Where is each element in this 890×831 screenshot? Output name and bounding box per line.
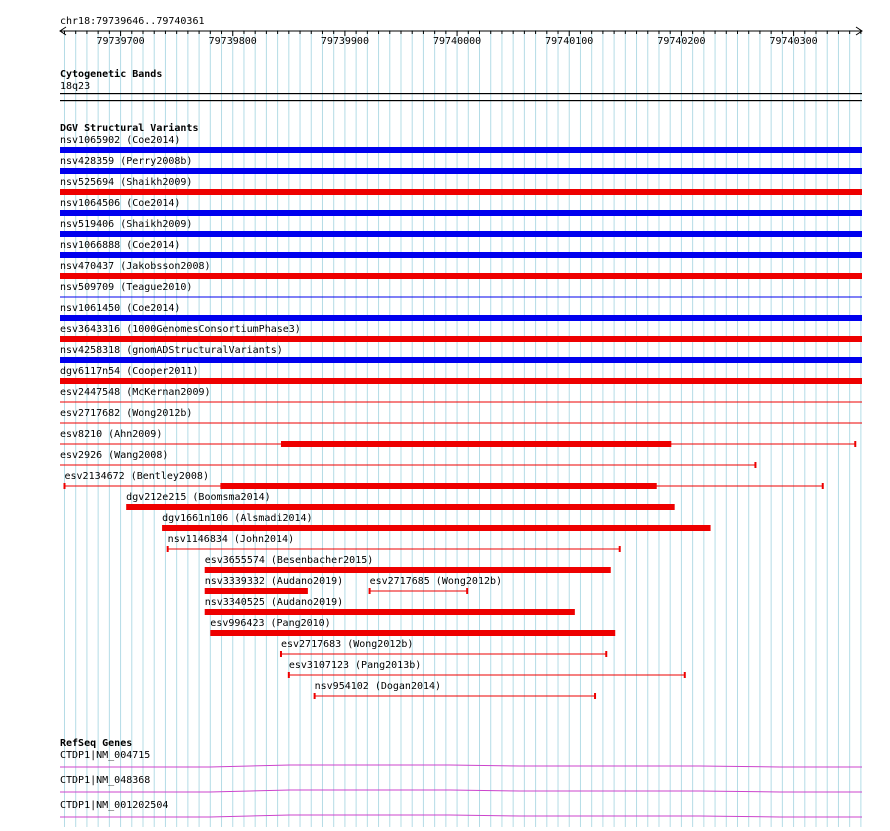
dgv-feature[interactable] — [64, 471, 822, 489]
dgv-feature-label: nsv1146834 (John2014) — [167, 534, 295, 545]
ruler-tick-label: 79740100 — [545, 36, 594, 47]
refseq-gene-label: CTDP1|NM_048368 — [60, 775, 151, 786]
dgv-feature[interactable] — [60, 261, 862, 279]
dgv-feature-label: esv3643316 (1000GenomesConsortiumPhase3) — [60, 324, 301, 335]
dgv-feature-bar[interactable] — [210, 630, 615, 636]
refseq-track[interactable] — [60, 738, 862, 817]
dgv-feature-bar[interactable] — [60, 189, 862, 195]
dgv-feature-label: esv2717682 (Wong2012b) — [60, 408, 193, 419]
dgv-feature-bar[interactable] — [60, 273, 862, 279]
dgv-feature[interactable] — [60, 450, 755, 468]
dgv-feature-bar[interactable] — [162, 525, 711, 531]
dgv-feature-label: nsv1065902 (Coe2014) — [60, 135, 181, 146]
dgv-feature-label: dgv6117n54 (Cooper2011) — [60, 366, 199, 377]
ruler — [60, 16, 862, 47]
dgv-feature[interactable] — [60, 345, 862, 363]
dgv-feature[interactable] — [315, 681, 595, 699]
dgv-feature-label: esv8210 (Ahn2009) — [60, 429, 163, 440]
dgv-feature-label: nsv4258318 (gnomADStructuralVariants) — [60, 345, 283, 356]
refseq-gene[interactable] — [60, 750, 862, 767]
dgv-feature-label: esv2447548 (McKernan2009) — [60, 387, 211, 398]
dgv-feature[interactable] — [60, 387, 862, 402]
cytogenetic-bands-title: Cytogenetic Bands — [60, 69, 163, 80]
dgv-feature-label: nsv428359 (Perry2008b) — [60, 156, 193, 167]
dgv-feature-bar[interactable] — [60, 378, 862, 384]
dgv-feature-bar[interactable] — [60, 210, 862, 216]
dgv-feature-bar[interactable] — [60, 357, 862, 363]
dgv-feature-label: nsv3339332 (Audano2019) — [204, 576, 344, 587]
dgv-feature[interactable] — [205, 555, 611, 573]
dgv-feature[interactable] — [60, 408, 862, 423]
ruler-tick-label: 79740200 — [657, 36, 706, 47]
cytoband-bar-lower — [60, 100, 862, 101]
refseq-gene-line[interactable] — [60, 815, 862, 817]
refseq-gene-label: CTDP1|NM_004715 — [60, 750, 151, 761]
dgv-feature-label: nsv954102 (Dogan2014) — [314, 681, 442, 692]
dgv-feature-bar[interactable] — [126, 504, 675, 510]
ruler-tick-label: 79739800 — [208, 36, 257, 47]
dgv-feature[interactable] — [60, 240, 862, 258]
dgv-feature-bar[interactable] — [205, 567, 611, 573]
dgv-feature-label: nsv1066888 (Coe2014) — [60, 240, 181, 251]
dgv-track-title: DGV Structural Variants — [60, 123, 199, 134]
refseq-gene-label: CTDP1|NM_001202504 — [60, 800, 169, 811]
dgv-feature-label: esv996423 (Pang2010) — [210, 618, 331, 629]
refseq-gene-line[interactable] — [60, 765, 862, 767]
dgv-feature-bar[interactable] — [205, 609, 575, 615]
dgv-feature[interactable] — [60, 177, 862, 195]
dgv-feature-bar[interactable] — [60, 147, 862, 153]
dgv-feature-label: dgv1661n106 (Alsmadi2014) — [162, 513, 313, 524]
refseq-track-title: RefSeq Genes — [60, 738, 133, 749]
dgv-feature-label: nsv470437 (Jakobsson2008) — [60, 261, 211, 272]
dgv-feature-label: dgv212e215 (Boomsma2014) — [126, 492, 271, 503]
dgv-feature-label: nsv1064506 (Coe2014) — [60, 198, 181, 209]
refseq-gene-line[interactable] — [60, 790, 862, 792]
dgv-feature[interactable] — [60, 156, 862, 174]
cytogenetic-bands-track[interactable] — [60, 68, 862, 101]
dgv-feature-label: esv3107123 (Pang2013b) — [288, 660, 422, 671]
refseq-gene[interactable] — [60, 775, 862, 792]
dgv-feature[interactable] — [162, 513, 711, 531]
dgv-feature-label: esv2134672 (Bentley2008) — [64, 471, 209, 482]
dgv-feature-label: esv2717683 (Wong2012b) — [280, 639, 414, 650]
dgv-feature-label: esv2926 (Wang2008) — [60, 450, 169, 461]
dgv-feature[interactable] — [126, 492, 675, 510]
dgv-feature-bar[interactable] — [60, 336, 862, 342]
dgv-feature[interactable] — [281, 639, 606, 657]
dgv-feature-core[interactable] — [281, 441, 671, 447]
dgv-feature[interactable] — [168, 534, 620, 552]
dgv-feature[interactable] — [210, 618, 615, 636]
dgv-feature[interactable] — [370, 576, 502, 594]
ruler-tick-label: 79740300 — [769, 36, 818, 47]
ruler-tick-label: 79739700 — [96, 36, 145, 47]
dgv-feature-bar[interactable] — [60, 252, 862, 258]
cytoband-label: 18q23 — [60, 81, 91, 92]
dgv-feature-label: esv3655574 (Besenbacher2015) — [204, 555, 374, 566]
dgv-feature[interactable] — [60, 303, 862, 321]
cytoband-bar[interactable] — [60, 93, 862, 94]
coordinate-label: chr18:79739646..79740361 — [60, 16, 205, 27]
dgv-feature[interactable] — [60, 282, 862, 297]
refseq-gene[interactable] — [60, 800, 862, 817]
dgv-feature[interactable] — [60, 429, 855, 447]
dgv-feature[interactable] — [60, 219, 862, 237]
dgv-track[interactable] — [60, 122, 862, 699]
dgv-feature-label: nsv525694 (Shaikh2009) — [60, 177, 193, 188]
dgv-feature-label: nsv519406 (Shaikh2009) — [60, 219, 193, 230]
dgv-feature[interactable] — [60, 135, 862, 153]
dgv-feature[interactable] — [60, 366, 862, 384]
dgv-feature-bar[interactable] — [60, 231, 862, 237]
ruler-tick-label: 79740000 — [432, 36, 482, 47]
dgv-feature[interactable] — [60, 198, 862, 216]
dgv-feature[interactable] — [60, 324, 862, 342]
dgv-feature-label: nsv1061450 (Coe2014) — [60, 303, 181, 314]
dgv-feature-label: nsv509709 (Teague2010) — [60, 282, 193, 293]
dgv-feature-label: esv2717685 (Wong2012b) — [369, 576, 503, 587]
dgv-feature-bar[interactable] — [205, 588, 308, 594]
dgv-feature-core[interactable] — [220, 483, 656, 489]
dgv-feature-bar[interactable] — [60, 315, 862, 321]
dgv-feature-bar[interactable] — [60, 168, 862, 174]
dgv-feature-label: nsv3340525 (Audano2019) — [204, 597, 344, 608]
ruler-tick-label: 79739900 — [320, 36, 369, 47]
